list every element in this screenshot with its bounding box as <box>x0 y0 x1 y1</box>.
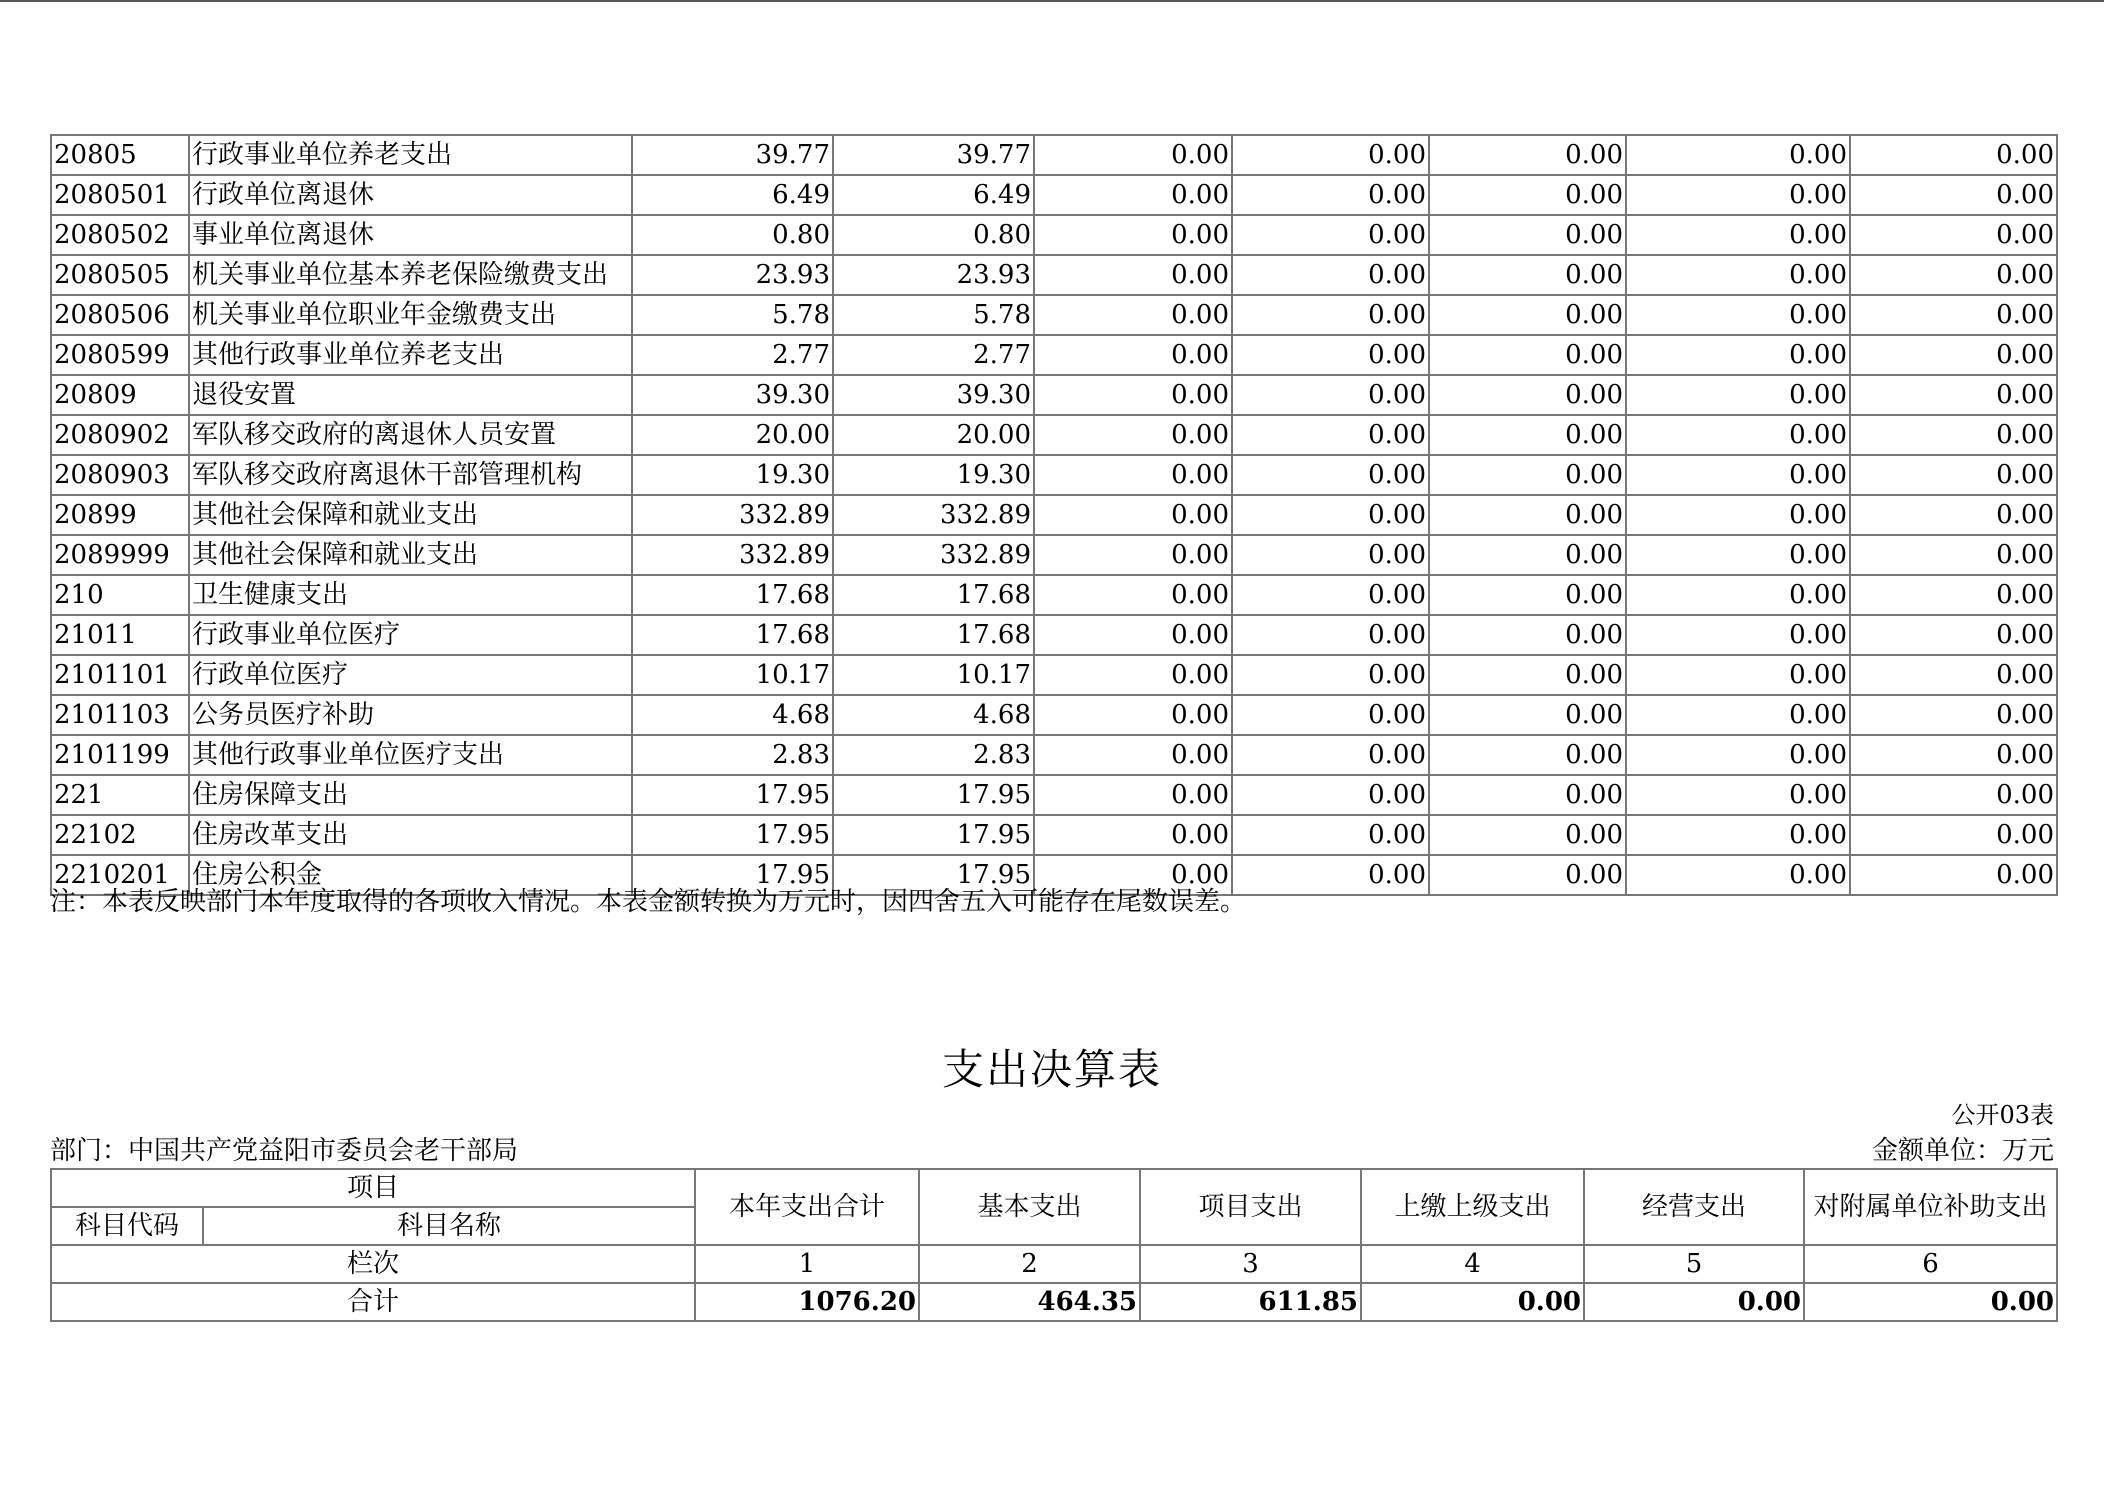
amount-cell: 17.68 <box>833 575 1034 615</box>
amount-cell: 0.00 <box>1626 775 1850 815</box>
amount-cell: 17.95 <box>632 775 833 815</box>
amount-cell: 0.00 <box>1034 575 1232 615</box>
amount-cell: 5.78 <box>833 295 1034 335</box>
amount-cell: 0.00 <box>1232 615 1429 655</box>
subject-name-cell: 行政事业单位医疗 <box>189 615 632 655</box>
amount-cell: 0.00 <box>1429 695 1626 735</box>
amount-cell: 17.95 <box>833 775 1034 815</box>
amount-cell: 0.00 <box>1429 295 1626 335</box>
amount-cell: 0.00 <box>1034 455 1232 495</box>
amount-cell: 0.00 <box>1626 215 1850 255</box>
subject-code-cell: 2210201 <box>51 855 189 895</box>
amount-cell: 0.00 <box>1429 615 1626 655</box>
expense-summary-table <box>50 1168 2058 1322</box>
subject-code-cell: 2080505 <box>51 255 189 295</box>
subject-code-cell: 2089999 <box>51 535 189 575</box>
table-row <box>51 215 2057 255</box>
amount-cell: 0.00 <box>1232 815 1429 855</box>
total-value: 1076.20 <box>695 1283 919 1321</box>
amount-cell: 0.00 <box>1232 175 1429 215</box>
subject-code-cell: 2080506 <box>51 295 189 335</box>
amount-cell: 39.77 <box>632 135 833 175</box>
table-row <box>51 135 2057 175</box>
amount-cell: 10.17 <box>632 655 833 695</box>
amount-cell: 0.00 <box>1850 655 2057 695</box>
total-value: 611.85 <box>1140 1283 1361 1321</box>
index-number: 4 <box>1361 1245 1584 1283</box>
amount-cell: 39.77 <box>833 135 1034 175</box>
amount-cell: 0.00 <box>1034 815 1232 855</box>
amount-cell: 0.00 <box>1850 455 2057 495</box>
header-subject-code: 科目代码 <box>51 1207 203 1245</box>
amount-cell: 0.00 <box>1034 295 1232 335</box>
amount-cell: 0.00 <box>1626 615 1850 655</box>
index-row <box>51 1245 2057 1283</box>
subject-code-cell: 2080501 <box>51 175 189 215</box>
amount-cell: 0.00 <box>1232 775 1429 815</box>
amount-cell: 0.00 <box>1034 535 1232 575</box>
amount-cell: 17.95 <box>833 815 1034 855</box>
amount-cell: 0.00 <box>1232 335 1429 375</box>
table-row <box>51 255 2057 295</box>
amount-cell: 17.95 <box>632 855 833 895</box>
amount-cell: 0.00 <box>1850 535 2057 575</box>
amount-cell: 2.77 <box>833 335 1034 375</box>
subject-code-cell: 2080502 <box>51 215 189 255</box>
amount-cell: 23.93 <box>632 255 833 295</box>
amount-cell: 0.00 <box>1850 375 2057 415</box>
index-label: 栏次 <box>51 1245 695 1283</box>
subject-code-cell: 2080599 <box>51 335 189 375</box>
amount-cell: 0.80 <box>833 215 1034 255</box>
amount-cell: 17.95 <box>632 815 833 855</box>
subject-name-cell: 卫生健康支出 <box>189 575 632 615</box>
amount-cell: 332.89 <box>632 535 833 575</box>
amount-cell: 2.83 <box>632 735 833 775</box>
amount-cell: 0.00 <box>1232 215 1429 255</box>
amount-cell: 0.00 <box>1626 855 1850 895</box>
amount-cell: 0.00 <box>1232 295 1429 335</box>
amount-cell: 0.00 <box>1232 695 1429 735</box>
amount-cell: 0.00 <box>1034 175 1232 215</box>
amount-cell: 0.00 <box>1429 135 1626 175</box>
table-row <box>51 455 2057 495</box>
subject-name-cell: 其他行政事业单位养老支出 <box>189 335 632 375</box>
amount-cell: 0.00 <box>1850 255 2057 295</box>
table-row <box>51 695 2057 735</box>
amount-cell: 0.00 <box>1034 615 1232 655</box>
amount-cell: 0.00 <box>1850 855 2057 895</box>
header-row-1 <box>51 1169 2057 1207</box>
table-row <box>51 375 2057 415</box>
amount-cell: 0.00 <box>1429 455 1626 495</box>
income-detail-table <box>50 134 2058 896</box>
amount-cell: 0.00 <box>1626 295 1850 335</box>
subject-name-cell: 退役安置 <box>189 375 632 415</box>
amount-cell: 0.00 <box>1850 615 2057 655</box>
amount-cell: 0.00 <box>1232 455 1429 495</box>
amount-cell: 17.68 <box>632 575 833 615</box>
amount-cell: 332.89 <box>833 535 1034 575</box>
amount-cell: 0.00 <box>1034 775 1232 815</box>
amount-cell: 19.30 <box>632 455 833 495</box>
subject-name-cell: 机关事业单位职业年金缴费支出 <box>189 295 632 335</box>
amount-cell: 39.30 <box>632 375 833 415</box>
header-col-subsidy: 对附属单位补助支出 <box>1804 1169 2057 1245</box>
top-border-line <box>0 0 2104 2</box>
amount-cell: 0.00 <box>1626 135 1850 175</box>
amount-cell: 2.77 <box>632 335 833 375</box>
subject-code-cell: 221 <box>51 775 189 815</box>
subject-code-cell: 210 <box>51 575 189 615</box>
amount-cell: 0.00 <box>1626 455 1850 495</box>
amount-cell: 0.00 <box>1626 375 1850 415</box>
amount-cell: 0.80 <box>632 215 833 255</box>
subject-code-cell: 20809 <box>51 375 189 415</box>
amount-cell: 0.00 <box>1034 415 1232 455</box>
header-col-upper: 上缴上级支出 <box>1361 1169 1584 1245</box>
amount-cell: 20.00 <box>632 415 833 455</box>
subject-code-cell: 2080902 <box>51 415 189 455</box>
amount-cell: 19.30 <box>833 455 1034 495</box>
amount-cell: 0.00 <box>1626 175 1850 215</box>
amount-cell: 2.83 <box>833 735 1034 775</box>
amount-cell: 0.00 <box>1626 815 1850 855</box>
amount-cell: 4.68 <box>632 695 833 735</box>
amount-cell: 0.00 <box>1850 775 2057 815</box>
amount-cell: 0.00 <box>1850 575 2057 615</box>
amount-cell: 0.00 <box>1232 255 1429 295</box>
amount-cell: 332.89 <box>632 495 833 535</box>
table-row <box>51 775 2057 815</box>
subject-name-cell: 住房保障支出 <box>189 775 632 815</box>
amount-cell: 0.00 <box>1232 415 1429 455</box>
table-row <box>51 575 2057 615</box>
amount-cell: 0.00 <box>1232 495 1429 535</box>
amount-cell: 4.68 <box>833 695 1034 735</box>
amount-cell: 0.00 <box>1232 535 1429 575</box>
amount-cell: 0.00 <box>1034 655 1232 695</box>
table-row <box>51 535 2057 575</box>
subject-name-cell: 其他社会保障和就业支出 <box>189 535 632 575</box>
table-row <box>51 735 2057 775</box>
amount-cell: 5.78 <box>632 295 833 335</box>
subject-code-cell: 20899 <box>51 495 189 535</box>
header-col-business: 经营支出 <box>1584 1169 1804 1245</box>
amount-cell: 0.00 <box>1232 575 1429 615</box>
amount-cell: 0.00 <box>1232 735 1429 775</box>
amount-cell: 0.00 <box>1429 775 1626 815</box>
amount-cell: 0.00 <box>1626 535 1850 575</box>
amount-cell: 17.68 <box>632 615 833 655</box>
subject-code-cell: 2101199 <box>51 735 189 775</box>
amount-cell: 0.00 <box>1429 375 1626 415</box>
index-number: 3 <box>1140 1245 1361 1283</box>
table-row <box>51 615 2057 655</box>
amount-cell: 0.00 <box>1429 335 1626 375</box>
amount-cell: 0.00 <box>1626 695 1850 735</box>
form-number: 公开03表 <box>1951 1101 2054 1129</box>
amount-cell: 0.00 <box>1850 415 2057 455</box>
page-title: 支出决算表 <box>941 1045 1162 1094</box>
amount-cell: 0.00 <box>1850 335 2057 375</box>
amount-cell: 0.00 <box>1850 735 2057 775</box>
amount-cell: 0.00 <box>1626 735 1850 775</box>
amount-cell: 0.00 <box>1429 855 1626 895</box>
amount-cell: 0.00 <box>1850 695 2057 735</box>
subject-name-cell: 军队移交政府离退休干部管理机构 <box>189 455 632 495</box>
amount-cell: 6.49 <box>833 175 1034 215</box>
subject-name-cell: 住房公积金 <box>189 855 632 895</box>
subject-name-cell: 行政事业单位养老支出 <box>189 135 632 175</box>
amount-cell: 0.00 <box>1232 375 1429 415</box>
amount-cell: 39.30 <box>833 375 1034 415</box>
amount-cell: 0.00 <box>1850 175 2057 215</box>
amount-cell: 0.00 <box>1850 135 2057 175</box>
amount-cell: 0.00 <box>1034 695 1232 735</box>
amount-cell: 0.00 <box>1429 415 1626 455</box>
amount-cell: 0.00 <box>1232 855 1429 895</box>
amount-cell: 0.00 <box>1034 135 1232 175</box>
amount-cell: 0.00 <box>1429 535 1626 575</box>
index-number: 6 <box>1804 1245 2057 1283</box>
amount-cell: 332.89 <box>833 495 1034 535</box>
amount-unit-label: 金额单位：万元 <box>1871 1136 2054 1166</box>
subject-name-cell: 其他行政事业单位医疗支出 <box>189 735 632 775</box>
amount-cell: 0.00 <box>1429 215 1626 255</box>
amount-cell: 0.00 <box>1429 175 1626 215</box>
amount-cell: 0.00 <box>1034 855 1232 895</box>
amount-cell: 0.00 <box>1850 215 2057 255</box>
amount-cell: 0.00 <box>1626 575 1850 615</box>
table-row <box>51 175 2057 215</box>
total-label: 合计 <box>51 1283 695 1321</box>
amount-cell: 0.00 <box>1429 735 1626 775</box>
subject-name-cell: 军队移交政府的离退休人员安置 <box>189 415 632 455</box>
table-row <box>51 295 2057 335</box>
subject-name-cell: 其他社会保障和就业支出 <box>189 495 632 535</box>
subject-name-cell: 住房改革支出 <box>189 815 632 855</box>
subject-code-cell: 2101101 <box>51 655 189 695</box>
header-col-basic: 基本支出 <box>919 1169 1140 1245</box>
subject-code-cell: 20805 <box>51 135 189 175</box>
amount-cell: 0.00 <box>1034 375 1232 415</box>
amount-cell: 0.00 <box>1850 295 2057 335</box>
subject-name-cell: 机关事业单位基本养老保险缴费支出 <box>189 255 632 295</box>
amount-cell: 0.00 <box>1034 495 1232 535</box>
subject-code-cell: 2101103 <box>51 695 189 735</box>
amount-cell: 0.00 <box>1034 255 1232 295</box>
header-col-total: 本年支出合计 <box>695 1169 919 1245</box>
amount-cell: 0.00 <box>1034 215 1232 255</box>
table-row <box>51 415 2057 455</box>
amount-cell: 0.00 <box>1850 815 2057 855</box>
header-item: 项目 <box>51 1169 695 1207</box>
header-col-project: 项目支出 <box>1140 1169 1361 1245</box>
amount-cell: 0.00 <box>1626 255 1850 295</box>
total-value: 0.00 <box>1804 1283 2057 1321</box>
amount-cell: 10.17 <box>833 655 1034 695</box>
amount-cell: 0.00 <box>1429 255 1626 295</box>
table-note: 注：本表反映部门本年度取得的各项收入情况。本表金额转换为万元时，因四舍五入可能存在尾数误差。 <box>50 887 1247 917</box>
index-number: 1 <box>695 1245 919 1283</box>
amount-cell: 0.00 <box>1429 495 1626 535</box>
index-number: 5 <box>1584 1245 1804 1283</box>
header-subject-name: 科目名称 <box>203 1207 695 1245</box>
subject-name-cell: 行政单位离退休 <box>189 175 632 215</box>
amount-cell: 0.00 <box>1626 415 1850 455</box>
total-value: 464.35 <box>919 1283 1140 1321</box>
amount-cell: 0.00 <box>1626 335 1850 375</box>
index-number: 2 <box>919 1245 1140 1283</box>
total-value: 0.00 <box>1361 1283 1584 1321</box>
amount-cell: 0.00 <box>1034 735 1232 775</box>
amount-cell: 6.49 <box>632 175 833 215</box>
amount-cell: 0.00 <box>1232 135 1429 175</box>
amount-cell: 0.00 <box>1034 335 1232 375</box>
total-value: 0.00 <box>1584 1283 1804 1321</box>
amount-cell: 17.68 <box>833 615 1034 655</box>
amount-cell: 23.93 <box>833 255 1034 295</box>
subject-code-cell: 22102 <box>51 815 189 855</box>
table-row <box>51 495 2057 535</box>
table-row <box>51 655 2057 695</box>
table-row <box>51 815 2057 855</box>
amount-cell: 0.00 <box>1429 815 1626 855</box>
table-row <box>51 335 2057 375</box>
amount-cell: 17.95 <box>833 855 1034 895</box>
total-row <box>51 1283 2057 1321</box>
amount-cell: 0.00 <box>1626 655 1850 695</box>
subject-name-cell: 公务员医疗补助 <box>189 695 632 735</box>
department-label: 部门：中国共产党益阳市委员会老干部局 <box>50 1136 519 1166</box>
amount-cell: 0.00 <box>1850 495 2057 535</box>
subject-name-cell: 事业单位离退休 <box>189 215 632 255</box>
amount-cell: 20.00 <box>833 415 1034 455</box>
amount-cell: 0.00 <box>1232 655 1429 695</box>
amount-cell: 0.00 <box>1626 495 1850 535</box>
subject-name-cell: 行政单位医疗 <box>189 655 632 695</box>
subject-code-cell: 2080903 <box>51 455 189 495</box>
amount-cell: 0.00 <box>1429 655 1626 695</box>
subject-code-cell: 21011 <box>51 615 189 655</box>
amount-cell: 0.00 <box>1429 575 1626 615</box>
